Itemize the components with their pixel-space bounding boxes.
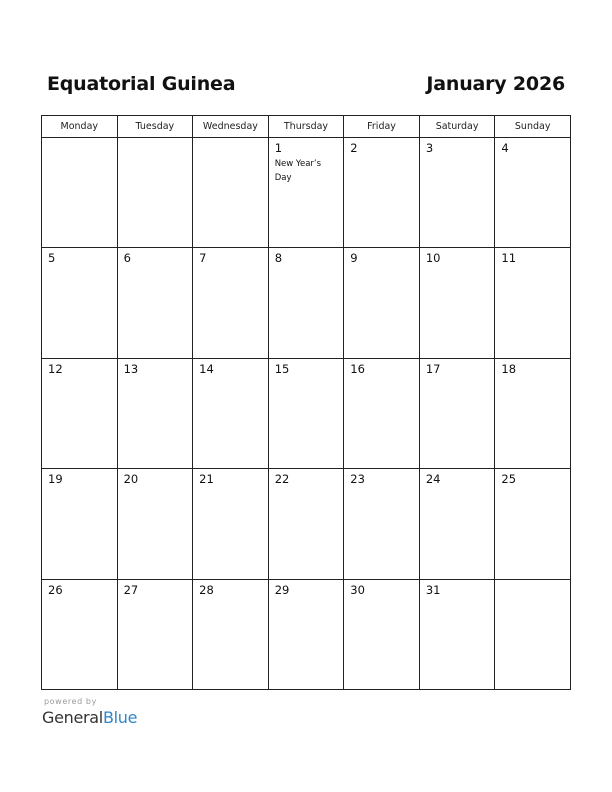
day-number: 16 [350, 361, 365, 376]
weekday-header-thursday: Thursday [268, 116, 344, 138]
weekday-header-saturday: Saturday [419, 116, 495, 138]
day-number: 19 [48, 472, 63, 487]
day-number: 3 [425, 141, 434, 155]
weekday-header-monday: Monday [42, 116, 118, 138]
day-number: 21 [199, 472, 214, 487]
day-cell [42, 248, 118, 358]
day-number: 5 [48, 251, 56, 266]
day-cell [495, 469, 571, 579]
week-row-1 [42, 138, 571, 248]
day-cell [344, 358, 420, 468]
day-number: 4 [501, 141, 509, 155]
day-number: 26 [48, 582, 63, 597]
day-cell [268, 138, 344, 248]
week-row-5 [42, 579, 571, 689]
brand-logo-part2: Blue [102, 708, 138, 727]
weekday-header-row [42, 116, 571, 138]
day-cell [42, 579, 118, 689]
month-year-title: January 2026 [426, 73, 565, 95]
day-number: 27 [123, 582, 139, 597]
day-cell [344, 469, 420, 579]
day-cell [419, 248, 495, 358]
day-cell [495, 138, 571, 248]
calendar-grid [41, 115, 571, 690]
day-cell [268, 358, 344, 468]
day-number: 11 [501, 251, 517, 266]
day-cell-empty [42, 138, 118, 248]
day-number: 22 [274, 472, 290, 487]
day-number: 2 [350, 141, 358, 155]
day-cell [495, 358, 571, 468]
country-title: Equatorial Guinea [47, 73, 236, 95]
day-cell [419, 469, 495, 579]
day-cell [193, 469, 269, 579]
day-number: 15 [274, 361, 290, 376]
day-number: 28 [199, 582, 214, 597]
day-cell-empty [193, 138, 269, 248]
day-number: 13 [123, 361, 139, 376]
day-cell [419, 579, 495, 689]
weekday-header-tuesday: Tuesday [117, 116, 193, 138]
day-number: 30 [350, 582, 365, 597]
day-cell [495, 248, 571, 358]
day-number: 25 [501, 472, 517, 487]
day-cell [268, 469, 344, 579]
day-number: 12 [48, 361, 63, 376]
weekday-header-friday: Friday [344, 116, 420, 138]
day-number: 18 [501, 361, 517, 376]
day-cell [344, 579, 420, 689]
day-number: 24 [425, 472, 441, 487]
week-row-2 [42, 248, 571, 358]
day-cell [344, 248, 420, 358]
week-row-3 [42, 358, 571, 468]
powered-by-label: powered by [44, 697, 97, 706]
day-number: 6 [123, 251, 131, 266]
day-number: 31 [425, 582, 441, 597]
day-cell [268, 248, 344, 358]
day-cell [117, 248, 193, 358]
day-number: 8 [274, 251, 283, 266]
day-cell [193, 579, 269, 689]
day-number: 23 [350, 472, 365, 487]
day-number: 10 [425, 251, 441, 266]
day-cell [117, 469, 193, 579]
day-cell [42, 469, 118, 579]
day-cell-empty [117, 138, 193, 248]
day-number: 17 [425, 361, 441, 376]
day-number: 7 [199, 251, 207, 266]
day-cell-empty [495, 579, 571, 689]
holiday-label: New Year’s Day [274, 159, 322, 183]
day-cell [419, 358, 495, 468]
weekday-header-wednesday: Wednesday [193, 116, 269, 138]
day-number: 9 [350, 251, 358, 266]
day-cell [117, 358, 193, 468]
day-cell [419, 138, 495, 248]
day-number: 1 [274, 141, 283, 155]
day-number: 14 [199, 361, 214, 376]
brand-logo[interactable] [42, 708, 137, 728]
day-number: 29 [274, 582, 290, 597]
day-number: 20 [123, 472, 139, 487]
day-cell [193, 248, 269, 358]
weekday-header-sunday: Sunday [495, 116, 571, 138]
day-cell [42, 358, 118, 468]
day-cell [117, 579, 193, 689]
day-cell [268, 579, 344, 689]
day-cell [344, 138, 420, 248]
day-cell [193, 358, 269, 468]
brand-logo-part1: General [42, 708, 103, 727]
week-row-4 [42, 469, 571, 579]
